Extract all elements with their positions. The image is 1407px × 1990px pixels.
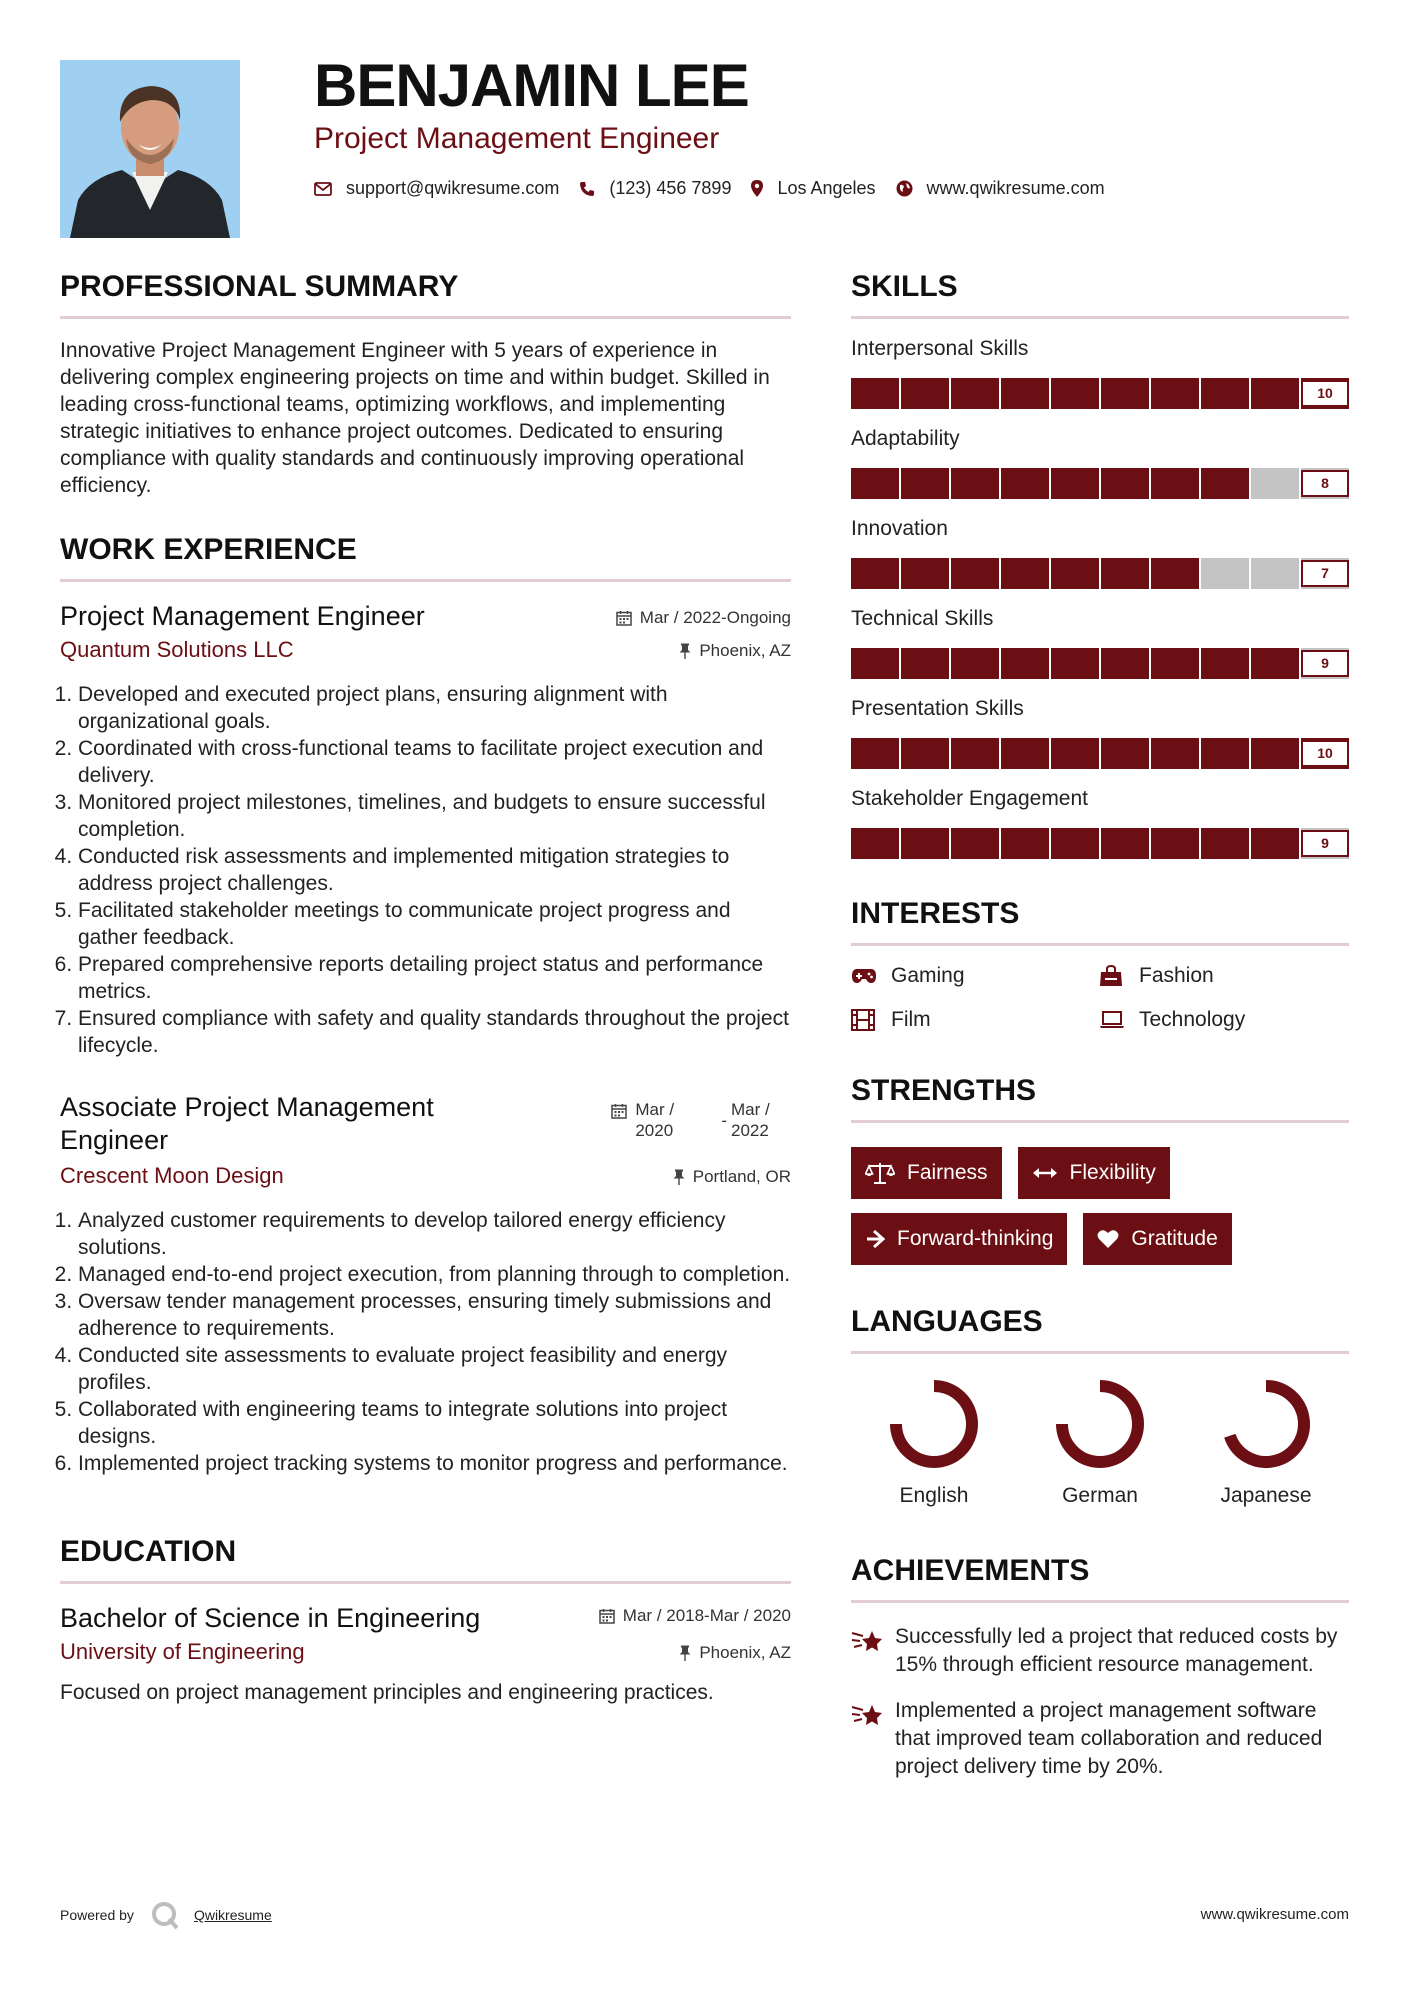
list-item: 3. Oversaw tender management processes, ensuring timely submissions and adherence to requirements.: [78, 1288, 791, 1342]
left-column: [60, 270, 791, 1706]
education-date-text: Mar / 2018-Mar / 2020: [622, 1606, 791, 1625]
interests-list: [851, 964, 1349, 1032]
skill-item: [851, 425, 1349, 499]
right-column: [851, 270, 1349, 1781]
skill-item: [851, 785, 1349, 859]
achievements-section: [851, 1554, 1349, 1781]
phone-icon: [579, 181, 595, 197]
section-divider: [851, 1120, 1349, 1123]
list-item: 5. Collaborated with engineering teams to integrate solutions into project designs.: [78, 1396, 791, 1450]
language-proficiency-ring: [1054, 1378, 1146, 1470]
job-location: [673, 1167, 791, 1187]
phone-text: (123) 456 7899: [609, 178, 732, 198]
skill-bar-segment: [851, 648, 899, 679]
website-text: www.qwikresume.com: [926, 178, 1105, 198]
education-location: [679, 1643, 791, 1663]
laptop-icon: [1099, 1011, 1125, 1029]
skill-item: [851, 605, 1349, 679]
skill-bar-segment: [901, 828, 949, 859]
shooting-star-icon: [851, 1697, 895, 1781]
gamepad-icon: [851, 968, 877, 984]
skill-item: [851, 515, 1349, 589]
experience-heading: WORK EXPERIENCE: [60, 533, 357, 566]
skill-bar-segment: [1101, 468, 1149, 499]
skill-value-badge: 9: [1301, 650, 1349, 677]
achievement-text: Successfully led a project that reduced costs by 15% through efficient resource management.: [895, 1625, 1338, 1676]
interest-label: Film: [891, 1008, 931, 1031]
globe-icon: [896, 180, 913, 197]
skill-name: Adaptability: [851, 427, 960, 450]
skill-bar-segment: [901, 468, 949, 499]
skills-list: [851, 335, 1349, 859]
skill-bar-segment: [951, 378, 999, 409]
skill-name: Innovation: [851, 517, 948, 540]
skill-bar-segment: [901, 378, 949, 409]
job-bullets: [60, 681, 791, 1059]
skill-bar-segment: [951, 648, 999, 679]
map-pin-icon: [751, 180, 763, 197]
skill-bar-segment: [1001, 648, 1049, 679]
summary-heading: PROFESSIONAL SUMMARY: [60, 270, 459, 303]
calendar-icon: [611, 1103, 627, 1119]
shopping-bag-icon: [1099, 965, 1125, 987]
contact-bar: [314, 178, 1125, 199]
list-item: 4. Conducted site assessments to evaluate project feasibility and energy profiles.: [78, 1342, 791, 1396]
skill-bar-segment: [1201, 468, 1249, 499]
strengths-heading: STRENGTHS: [851, 1074, 1037, 1107]
list-item: 5. Facilitated stakeholder meetings to communicate project progress and gather feedback.: [78, 897, 791, 951]
skill-bar-segment: [1151, 558, 1199, 589]
skill-bar-segment: [1001, 828, 1049, 859]
skill-rating-bar: [851, 468, 1349, 499]
skill-bar-segment: [951, 738, 999, 769]
strength-label: Gratitude: [1131, 1227, 1218, 1250]
skill-bar-segment: [1001, 378, 1049, 409]
skill-bar-segment: [901, 558, 949, 589]
skill-bar-segment: [951, 828, 999, 859]
skill-bar-segment: [851, 828, 899, 859]
section-divider: [60, 316, 791, 319]
skill-bar-segment: [1151, 648, 1199, 679]
interest-label: Gaming: [891, 964, 965, 987]
skill-bar-segment: [851, 558, 899, 589]
interest-label: Technology: [1139, 1008, 1246, 1031]
skill-bar-segment: [1001, 468, 1049, 499]
skill-bar-segment: [1201, 378, 1249, 409]
language-level-arc: [1230, 1386, 1304, 1462]
strength-tag: [851, 1147, 1002, 1199]
skill-rating-bar: [851, 378, 1349, 409]
strength-label: Forward-thinking: [897, 1227, 1054, 1250]
skill-bar-segment: [951, 558, 999, 589]
calendar-icon: [599, 1608, 615, 1624]
language-item: [851, 1378, 1017, 1508]
achievement-item: [851, 1623, 1349, 1679]
section-divider: [851, 943, 1349, 946]
skill-value-badge: 9: [1301, 830, 1349, 857]
strength-label: Flexibility: [1069, 1161, 1156, 1184]
powered-by-text: Powered by: [60, 1907, 134, 1923]
skill-bar-segment: [901, 648, 949, 679]
achievement-text: Implemented a project management software that improved team collaboration and reduced project delivery time by 20%.: [895, 1699, 1323, 1778]
job-title: Project Management Engineer: [60, 601, 425, 631]
skill-bar-segment: [1251, 468, 1299, 499]
list-item: 3. Monitored project milestones, timelines, and budgets to ensure successful completion.: [78, 789, 791, 843]
strength-tag: [851, 1213, 1067, 1265]
language-level-arc: [1062, 1386, 1138, 1462]
languages-section: [851, 1305, 1349, 1508]
strength-label: Fairness: [907, 1161, 988, 1184]
contact-email[interactable]: [314, 178, 559, 199]
language-proficiency-ring: [1220, 1378, 1312, 1470]
skill-rating-bar: [851, 828, 1349, 859]
skill-name: Interpersonal Skills: [851, 337, 1029, 360]
skill-bar-segment: [1201, 828, 1249, 859]
education-location-text: Phoenix, AZ: [699, 1643, 791, 1662]
skill-bar-segment: [1201, 738, 1249, 769]
list-item: 4. Conducted risk assessments and implemented mitigation strategies to address project challenges.: [78, 843, 791, 897]
interest-item: [851, 964, 1099, 988]
education-section: [60, 1535, 791, 1706]
skill-item: [851, 695, 1349, 769]
date-start: Mar / 2020: [635, 1100, 675, 1140]
school-name: University of Engineering: [60, 1639, 305, 1664]
interest-item: [1099, 964, 1347, 988]
experience-section: [60, 533, 791, 1477]
languages-list: [851, 1378, 1349, 1508]
skill-bar-segment: [1151, 468, 1199, 499]
interest-item: [851, 1008, 1099, 1032]
achievements-heading: ACHIEVEMENTS: [851, 1554, 1090, 1587]
interests-heading: INTERESTS: [851, 897, 1020, 930]
strengths-list: [851, 1147, 1349, 1265]
arrow-right-icon: [865, 1229, 885, 1249]
skill-name: Technical Skills: [851, 607, 994, 630]
strength-tag: [1018, 1147, 1170, 1199]
candidate-title: Project Management Engineer: [314, 122, 720, 155]
list-item: 6. Prepared comprehensive reports detailing project status and performance metrics.: [78, 951, 791, 1005]
strength-tag: [1083, 1213, 1231, 1265]
skill-bar-segment: [1201, 558, 1249, 589]
skill-bar-segment: [1101, 378, 1149, 409]
skill-bar-segment: [951, 468, 999, 499]
skill-bar-segment: [1101, 828, 1149, 859]
skill-bar-segment: [1051, 558, 1099, 589]
skill-bar-segment: [1051, 648, 1099, 679]
skill-name: Stakeholder Engagement: [851, 787, 1088, 810]
qwikresume-link[interactable]: Qwikresume: [193, 1907, 272, 1923]
list-item: 1. Analyzed customer requirements to develop tailored energy efficiency solutions.: [78, 1207, 791, 1261]
skill-bar-segment: [1101, 738, 1149, 769]
company-name: Quantum Solutions LLC: [60, 637, 294, 662]
pushpin-icon: [679, 643, 691, 659]
skill-value-badge: 10: [1301, 380, 1349, 407]
qwikresume-logo-icon: [150, 1900, 180, 1930]
date-separator: -: [721, 1111, 727, 1130]
skill-bar-segment: [1251, 378, 1299, 409]
language-name: Japanese: [1220, 1484, 1312, 1507]
interests-section: [851, 897, 1349, 1032]
section-divider: [60, 1581, 791, 1584]
skill-bar-segment: [1201, 648, 1249, 679]
skill-bar-segment: [1051, 828, 1099, 859]
envelope-icon: [314, 182, 332, 196]
section-divider: [851, 1600, 1349, 1603]
language-proficiency-ring: [888, 1378, 980, 1470]
education-description: Focused on project management principles and engineering practices.: [60, 1681, 714, 1704]
list-item: 7. Ensured compliance with safety and quality standards throughout the project lifecycle.: [78, 1005, 791, 1059]
skill-bar-segment: [1051, 738, 1099, 769]
language-name: English: [899, 1484, 969, 1507]
job-location-text: Phoenix, AZ: [699, 641, 791, 660]
balance-scale-icon: [865, 1162, 895, 1184]
skill-bar-segment: [1251, 648, 1299, 679]
education-heading: EDUCATION: [60, 1535, 237, 1568]
job-entry: [60, 1091, 791, 1477]
list-item: 2. Managed end-to-end project execution, from planning through to completion.: [78, 1261, 791, 1288]
strengths-section: [851, 1074, 1349, 1265]
languages-heading: LANGUAGES: [851, 1305, 1043, 1338]
skill-bar-segment: [1101, 648, 1149, 679]
skill-bar-segment: [1251, 828, 1299, 859]
list-item: 1. Developed and executed project plans, ensuring alignment with organizational goals.: [78, 681, 791, 735]
skill-rating-bar: [851, 648, 1349, 679]
skill-bar-segment: [1051, 378, 1099, 409]
achievement-item: [851, 1697, 1349, 1781]
skill-bar-segment: [901, 738, 949, 769]
skill-bar-segment: [1151, 378, 1199, 409]
skill-bar-segment: [1151, 738, 1199, 769]
language-item: [1183, 1378, 1349, 1508]
heart-icon: [1097, 1229, 1119, 1249]
summary-section: [60, 270, 791, 499]
job-title: Associate Project Management Engineer: [60, 1092, 434, 1155]
job-location: [679, 641, 791, 661]
date-end: Mar / 2022: [731, 1100, 770, 1140]
contact-website[interactable]: [896, 178, 1105, 199]
job-date-text: Mar / 2022-Ongoing: [639, 608, 791, 627]
skill-name: Presentation Skills: [851, 697, 1024, 720]
list-item: 6. Implemented project tracking systems to monitor progress and performance.: [78, 1450, 791, 1477]
language-name: German: [1062, 1484, 1138, 1507]
contact-phone[interactable]: [579, 178, 731, 199]
job-entry: [60, 600, 791, 1059]
footer-website[interactable]: www.qwikresume.com: [1200, 1906, 1349, 1923]
candidate-name: BENJAMIN LEE: [314, 52, 749, 119]
skill-bar-segment: [851, 378, 899, 409]
footer-branding: [60, 1900, 272, 1930]
pushpin-icon: [673, 1169, 685, 1185]
job-location-text: Portland, OR: [692, 1167, 791, 1186]
language-level-arc: [896, 1386, 972, 1462]
education-date: [599, 1606, 791, 1626]
section-divider: [851, 1351, 1349, 1354]
skill-bar-segment: [1251, 558, 1299, 589]
interest-label: Fashion: [1139, 964, 1214, 987]
film-icon: [851, 1009, 877, 1031]
skill-bar-segment: [851, 468, 899, 499]
skill-value-badge: 10: [1301, 740, 1349, 767]
shooting-star-icon: [851, 1623, 895, 1679]
skill-value-badge: 7: [1301, 560, 1349, 587]
company-name: Crescent Moon Design: [60, 1163, 284, 1188]
skill-bar-segment: [1101, 558, 1149, 589]
contact-location: [751, 178, 875, 199]
skill-rating-bar: [851, 738, 1349, 769]
summary-text: Innovative Project Management Engineer with 5 years of experience in delivering complex engineering projects on time and within budget. Skilled in leading cross-functional teams, optimizing workflows, and implementing strategic initiatives to enhance project outcomes. Dedicated to ensuring compliance with quality standards and continuously improving operational efficiency.: [60, 339, 770, 497]
job-bullets: [60, 1207, 791, 1477]
pushpin-icon: [679, 1645, 691, 1661]
list-item: 2. Coordinated with cross-functional teams to facilitate project execution and delivery.: [78, 735, 791, 789]
skills-section: [851, 270, 1349, 859]
skill-bar-segment: [851, 738, 899, 769]
skill-bar-segment: [1051, 468, 1099, 499]
job-date: [611, 1099, 791, 1141]
skill-bar-segment: [1001, 738, 1049, 769]
language-item: [1017, 1378, 1183, 1508]
location-text: Los Angeles: [777, 178, 876, 198]
skill-value-badge: 8: [1301, 470, 1349, 497]
skill-rating-bar: [851, 558, 1349, 589]
section-divider: [851, 316, 1349, 319]
interest-item: [1099, 1008, 1347, 1032]
skills-heading: SKILLS: [851, 270, 958, 303]
degree-title: Bachelor of Science in Engineering: [60, 1603, 481, 1633]
skill-bar-segment: [1251, 738, 1299, 769]
job-date: [616, 608, 791, 628]
skill-bar-segment: [1001, 558, 1049, 589]
skill-bar-segment: [1151, 828, 1199, 859]
email-text: support@qwikresume.com: [346, 178, 560, 198]
section-divider: [60, 579, 791, 582]
calendar-icon: [616, 610, 632, 626]
profile-photo: [60, 60, 240, 238]
skill-item: [851, 335, 1349, 409]
arrows-horizontal-icon: [1032, 1166, 1058, 1180]
